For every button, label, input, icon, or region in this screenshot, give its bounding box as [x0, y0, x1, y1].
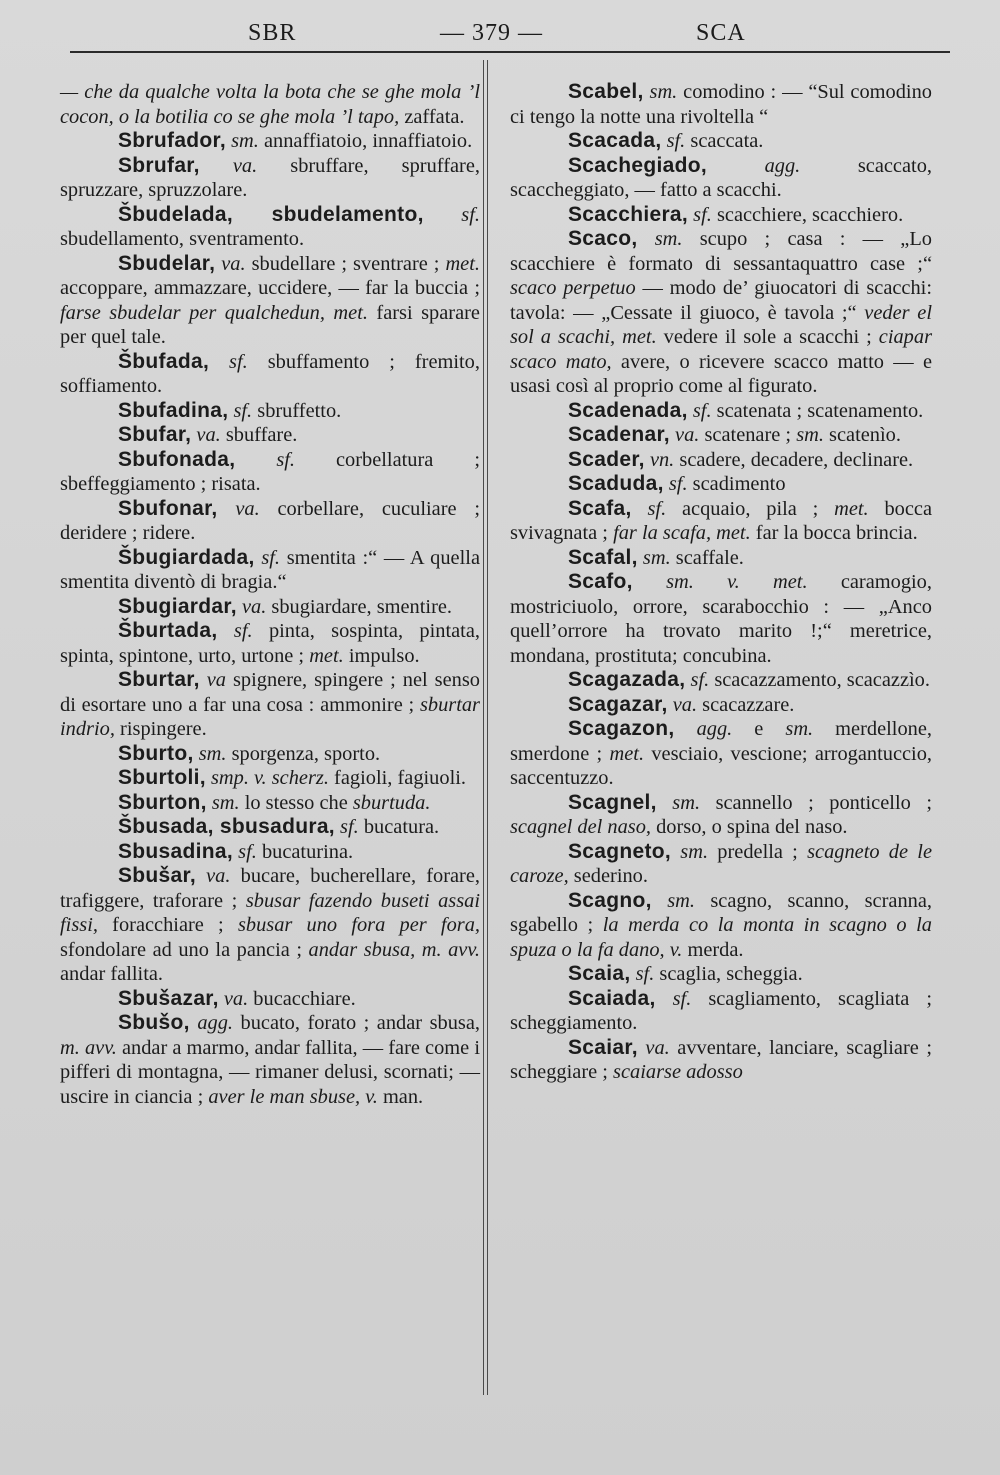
definition-text: bocca svivagnata ; [510, 497, 932, 544]
dictionary-entry [60, 987, 480, 1012]
definition-text [200, 669, 207, 691]
dictionary-entry [60, 815, 480, 840]
definition-text: pinta, sospinta, pintata, spinta, spintone, urto, urtone ; [60, 620, 480, 667]
definition-text: lo stesso che [239, 791, 353, 814]
definition-text [235, 449, 276, 471]
definition-text: sfondolare ad uno la pancia ; [60, 938, 309, 961]
definition-text: vesciaio, vescione; arrogantuccio, saccentuzzo. [510, 742, 933, 789]
headword: Sbudelar, [118, 251, 216, 275]
headword: Scaco, [568, 227, 638, 250]
dictionary-entry [60, 1011, 480, 1109]
dictionary-entry [60, 742, 480, 767]
grammar-label: sf. [668, 473, 688, 495]
grammar-label: sf. [690, 669, 710, 691]
grammar-label: va. [196, 424, 221, 446]
headword: Scagazon, [568, 717, 675, 740]
definition-text: scupo ; casa : — „Lo scacchiere è formato di sessantaquattro case ;“ [510, 228, 932, 275]
column-divider [483, 60, 484, 1395]
definition-text: scagno, scanno, scranna, sgabello ; [510, 889, 932, 936]
headword: Scaia, [568, 962, 631, 985]
definition-text: sbruffetto. [252, 399, 342, 422]
headword: Scafa, [568, 496, 632, 520]
grammar-label: met. [609, 742, 645, 765]
definition-text: predella ; [708, 840, 808, 863]
dictionary-entry [60, 791, 480, 816]
definition-text [632, 498, 648, 520]
definition-text [633, 571, 666, 593]
dictionary-entry [60, 595, 480, 620]
grammar-label: sm. [649, 81, 678, 103]
definition-text: accoppare, ammazzare, uccidere, — far la buccia ; [60, 277, 480, 299]
definition-text: scacazzare. [697, 693, 795, 716]
headword: Sbufar, [118, 423, 192, 446]
headword: Scacada, [568, 129, 662, 152]
dictionary-entry [510, 987, 932, 1036]
grammar-label: sf. [340, 816, 359, 838]
italic-phrase: scagnel del naso, [510, 816, 652, 838]
dictionary-entry [510, 227, 932, 399]
definition-text: smentita :“ — A quella smentita diventò di bragia.“ [60, 546, 480, 593]
definition-text: man. [377, 1085, 424, 1108]
grammar-label: va. [221, 252, 246, 275]
dictionary-entry [60, 497, 480, 546]
grammar-label: sm. [211, 791, 240, 814]
definition-text: sporgenza, sporto. [226, 742, 381, 765]
grammar-label: va. [241, 595, 267, 618]
headword: Sbušar, [118, 864, 196, 887]
definition-text: scacchiere, scacchiero. [711, 203, 904, 226]
headword: Scagazar, [568, 692, 668, 716]
definition-text: corbellare, cuculiare ; deridere ; ridere. [60, 497, 480, 544]
grammar-label: sf. [233, 620, 253, 642]
dictionary-entry [510, 129, 932, 154]
dictionary-entry [510, 154, 932, 203]
headword: Scafal, [568, 545, 638, 569]
italic-phrase: scaco perpetuo [510, 277, 636, 299]
definition-text: scadimento [687, 473, 786, 495]
definition-text: merda. [682, 938, 744, 961]
grammar-label: va. [645, 1036, 670, 1059]
definition-text: scacazzamento, scacazzìo. [709, 669, 930, 691]
dictionary-entry [60, 546, 480, 595]
dictionary-entry [60, 448, 480, 497]
header-right-guideword: SCA [696, 20, 746, 46]
headword: Sburtoli, [118, 766, 206, 789]
definition-text: fagioli, fagiuoli. [328, 767, 466, 789]
definition-text [638, 228, 655, 250]
italic-phrase: sburtar indrio, [60, 693, 480, 740]
dictionary-entry [510, 962, 932, 987]
definition-text: scatenata ; scatenamento. [711, 399, 924, 422]
dictionary-entry [510, 80, 932, 129]
headword: Scaduda, [568, 472, 664, 495]
definition-text: farsi sparare per quel tale. [60, 301, 480, 348]
italic-phrase: scagneto de le caroze, [510, 840, 932, 887]
italic-phrase: andar sbusa, m. avv. [308, 938, 480, 961]
dictionary-entry [510, 448, 932, 473]
headword: Scaiar, [568, 1035, 638, 1059]
grammar-label: sf. [672, 987, 692, 1010]
grammar-label: met. [834, 497, 869, 520]
dictionary-entry [60, 203, 480, 252]
grammar-label: va. [206, 865, 231, 887]
italic-phrase: farse sbudelar per qualchedun, [60, 301, 325, 324]
definition-text [218, 620, 234, 642]
definition-text: comodino : — “Sul comodino ci tengo la notte una rivoltella “ [510, 81, 932, 128]
definition-text: sbudellamento, sventramento. [60, 228, 305, 250]
headword: Scadenar, [568, 423, 670, 446]
grammar-label: sf. [229, 350, 248, 373]
dictionary-entry [60, 80, 480, 129]
definition-text [424, 204, 462, 226]
dictionary-entry [510, 203, 932, 228]
italic-phrase: ciapar scaco mato, [510, 326, 933, 373]
italic-phrase: la merda co la monta in scagno o la spuza o la fa dano, v. [510, 914, 932, 961]
dictionary-entry [60, 668, 480, 742]
headword: Sbusadina, [118, 839, 234, 863]
italic-phrase: aver le man sbuse, v. [208, 1085, 378, 1108]
grammar-label: sf. [276, 448, 296, 471]
headword: Šbusada, sbusadura, [118, 815, 335, 838]
headword: Sbufonar, [118, 496, 218, 520]
headword: Scadenada, [568, 398, 688, 422]
definition-text: sbugiardare, smentire. [266, 595, 453, 618]
definition-text: dorso, o spina del naso. [651, 816, 848, 838]
definition-text: andar fallita. [60, 963, 164, 985]
dictionary-entry [510, 791, 932, 840]
definition-text: foracchiare ; [97, 914, 238, 936]
headword: Šburtada, [118, 619, 218, 642]
grammar-label: va. [675, 424, 700, 446]
grammar-label: va. [232, 154, 258, 177]
grammar-label: va [206, 669, 226, 691]
right-column [510, 80, 932, 1085]
headword: Sburtar, [118, 668, 200, 691]
grammar-label: sf. [233, 399, 253, 422]
definition-text [218, 498, 236, 520]
dictionary-entry [510, 840, 932, 889]
definition-text: sbruffare, spruffare, spruzzare, spruzzolare. [60, 154, 480, 201]
dictionary-entry [510, 497, 932, 546]
header-left-guideword: SBR [248, 20, 297, 46]
italic-phrase: — che da qualche volta la bota che se ghe mola ’l cocon, o la botilia co se ghe mola ’l tapo, [60, 81, 480, 128]
dictionary-entry [60, 423, 480, 448]
header-rule [70, 51, 950, 53]
grammar-label: sm. [198, 742, 227, 765]
definition-text: bucacchiare. [248, 987, 356, 1010]
definition-text: scadere, decadere, declinare. [674, 448, 914, 471]
italic-phrase: sbusar uno fora per fora, [237, 914, 480, 936]
definition-text: acquaio, pila ; [666, 497, 835, 520]
italic-phrase: scaiarse adosso [613, 1061, 743, 1083]
headword: Sbrufar, [118, 153, 200, 177]
grammar-label: smp. v. scherz. [210, 767, 329, 789]
definition-text: caramogio, mostriciuolo, orrore, scarabocchio : — „Anco quell’orrore ha trovato marito !;“ meretrice, mondana, prostituta; concubina. [510, 571, 932, 667]
definition-text: scagliamento, scagliata ; scheggiamento. [510, 987, 932, 1034]
headword: Scagno, [568, 888, 652, 912]
dictionary-entry [510, 668, 932, 693]
dictionary-entry [510, 472, 932, 497]
dictionary-entry [60, 252, 480, 350]
headword: Šbufada, [118, 349, 210, 373]
headword: Sburto, [118, 741, 194, 765]
definition-text: impulso. [343, 644, 420, 667]
definition-text: — modo de’ giuocatori di scacchi: tavola: — „Cessate il giuoco, è tavola ;“ [510, 277, 932, 324]
grammar-label: sf. [461, 203, 480, 226]
grammar-label: met. [333, 301, 368, 324]
definition-text: sbuffamento ; fremito, soffiamento. [60, 350, 480, 397]
grammar-label: sm. [667, 889, 695, 912]
definition-text: e [732, 718, 786, 740]
headword: Sbušo, [118, 1011, 190, 1034]
definition-text: sbudellare ; sventrare ; [245, 252, 446, 275]
definition-text [657, 792, 673, 814]
definition-text [656, 988, 673, 1010]
definition-text: scatenare ; [699, 424, 797, 446]
dictionary-entry [510, 570, 932, 668]
dictionary-entry [510, 546, 932, 571]
italic-phrase: sburtuda. [352, 791, 431, 814]
grammar-label: sf. [635, 963, 655, 985]
definition-text [200, 155, 233, 177]
dictionary-entry [60, 399, 480, 424]
dictionary-entry [60, 840, 480, 865]
definition-text: merdellone, smerdone ; [510, 718, 932, 765]
grammar-label: sf. [238, 840, 257, 863]
definition-text: avventare, lanciare, scagliare ; scheggiare ; [510, 1036, 932, 1083]
grammar-label: met. [445, 252, 480, 275]
headword: Scacchiera, [568, 202, 689, 226]
dictionary-entry [510, 889, 932, 963]
dictionary-entry [510, 399, 932, 424]
definition-text [209, 351, 229, 373]
definition-text: sederino. [568, 865, 648, 887]
headword: Sbušazar, [118, 986, 219, 1010]
definition-text: corbellatura ; sbeffeggiamento ; risata. [60, 448, 480, 495]
definition-text: vedere il sole a scacchi ; [656, 326, 879, 348]
grammar-label: m. avv. [60, 1036, 117, 1059]
definition-text: scaffale. [670, 546, 744, 569]
definition-text: zaffata. [399, 105, 465, 128]
grammar-label: sf. [692, 399, 712, 422]
italic-phrase: far la scafa, met. [613, 522, 751, 544]
definition-text: annaffiatoio, innaffiatoio. [258, 130, 473, 152]
dictionary-entry [60, 350, 480, 399]
page-number: — 379 — [440, 20, 543, 46]
headword: Šbugiardada, [118, 545, 255, 569]
grammar-label: agg. [696, 718, 733, 740]
definition-text: andar a marmo, andar fallita, — fare come i pifferi di montagna, — rimaner delusi, scornati; — uscire in ciancia ; [60, 1036, 481, 1108]
headword: Scafo, [568, 570, 633, 593]
grammar-label: sm. [785, 718, 814, 740]
grammar-label: agg. [764, 154, 801, 177]
dictionary-entry [60, 864, 480, 987]
headword: Sbrufador, [118, 129, 227, 152]
definition-text [707, 155, 765, 177]
grammar-label: sm. [796, 424, 824, 446]
italic-phrase: sbusar fazendo buseti assai fissi, [60, 889, 480, 936]
definition-text: scaglia, scheggia. [654, 963, 803, 985]
dictionary-entry [60, 154, 480, 203]
grammar-label: va. [223, 987, 249, 1010]
headword: Scader, [568, 447, 645, 471]
grammar-label: agg. [197, 1012, 233, 1034]
grammar-label: sm. [672, 791, 701, 814]
column-divider [487, 60, 488, 1395]
definition-text: scaccata. [685, 130, 764, 152]
grammar-label: sm. [231, 130, 259, 152]
grammar-label: va. [235, 497, 260, 520]
headword: Sbufadina, [118, 398, 229, 422]
grammar-label: va. [672, 693, 698, 716]
headword: Scagnel, [568, 790, 657, 814]
definition-text: bucare, bucherellare, forare, trafiggere, traforare ; [60, 865, 480, 912]
definition-text: sbuffare. [220, 424, 298, 446]
headword: Sbufonada, [118, 447, 236, 471]
definition-text: avere, o ricevere scacco matto — e usasi così al proprio come al figurato. [510, 350, 932, 397]
definition-text: rispingere. [114, 718, 207, 740]
left-column [60, 80, 480, 1109]
definition-text: scatenìo. [823, 424, 901, 446]
running-header [70, 20, 950, 54]
definition-text [671, 841, 680, 863]
grammar-label: met. [309, 644, 344, 667]
definition-text: bucaturina. [256, 840, 354, 863]
headword: Scaiada, [568, 986, 656, 1010]
headword: Sburton, [118, 790, 207, 814]
dictionary-entry [510, 717, 932, 791]
grammar-label: sm. [642, 546, 671, 569]
definition-text: scaccato, scaccheggiato, — fatto a scacchi. [510, 154, 932, 201]
headword: Šbudelada, sbudelamento, [118, 202, 424, 226]
dictionary-entry [510, 423, 932, 448]
definition-text: bucatura. [358, 816, 440, 838]
dictionary-entry [60, 766, 480, 791]
definition-text: spignere, spingere ; nel senso di esortare uno a far una cosa : ammonire ; [60, 669, 480, 716]
grammar-label: sf. [647, 497, 667, 520]
headword: Scagneto, [568, 839, 672, 863]
definition-text [675, 718, 697, 740]
headword: Scachegiado, [568, 153, 707, 177]
italic-phrase: veder el sol a scachi, met. [510, 301, 932, 348]
dictionary-entry [60, 129, 480, 154]
grammar-label: sm. [654, 228, 683, 250]
grammar-label: sf. [261, 546, 281, 569]
grammar-label: sf. [666, 130, 686, 152]
definition-text [196, 865, 206, 887]
dictionary-entry [510, 1036, 932, 1085]
dictionary-entry [60, 619, 480, 668]
dictionary-entry [510, 693, 932, 718]
definition-text: scannello ; ponticello ; [700, 791, 932, 814]
headword: Scabel, [568, 80, 644, 103]
grammar-label: sm. v. met. [666, 571, 808, 593]
headword: Sbugiardar, [118, 594, 237, 618]
definition-text [652, 890, 667, 912]
definition-text: bucato, forato ; andar sbusa, [233, 1012, 480, 1034]
headword: Scagazada, [568, 668, 686, 691]
grammar-label: sf. [693, 203, 712, 226]
grammar-label: sm. [680, 840, 709, 863]
grammar-label: vn. [649, 448, 675, 471]
definition-text: far la bocca brincia. [750, 522, 918, 544]
